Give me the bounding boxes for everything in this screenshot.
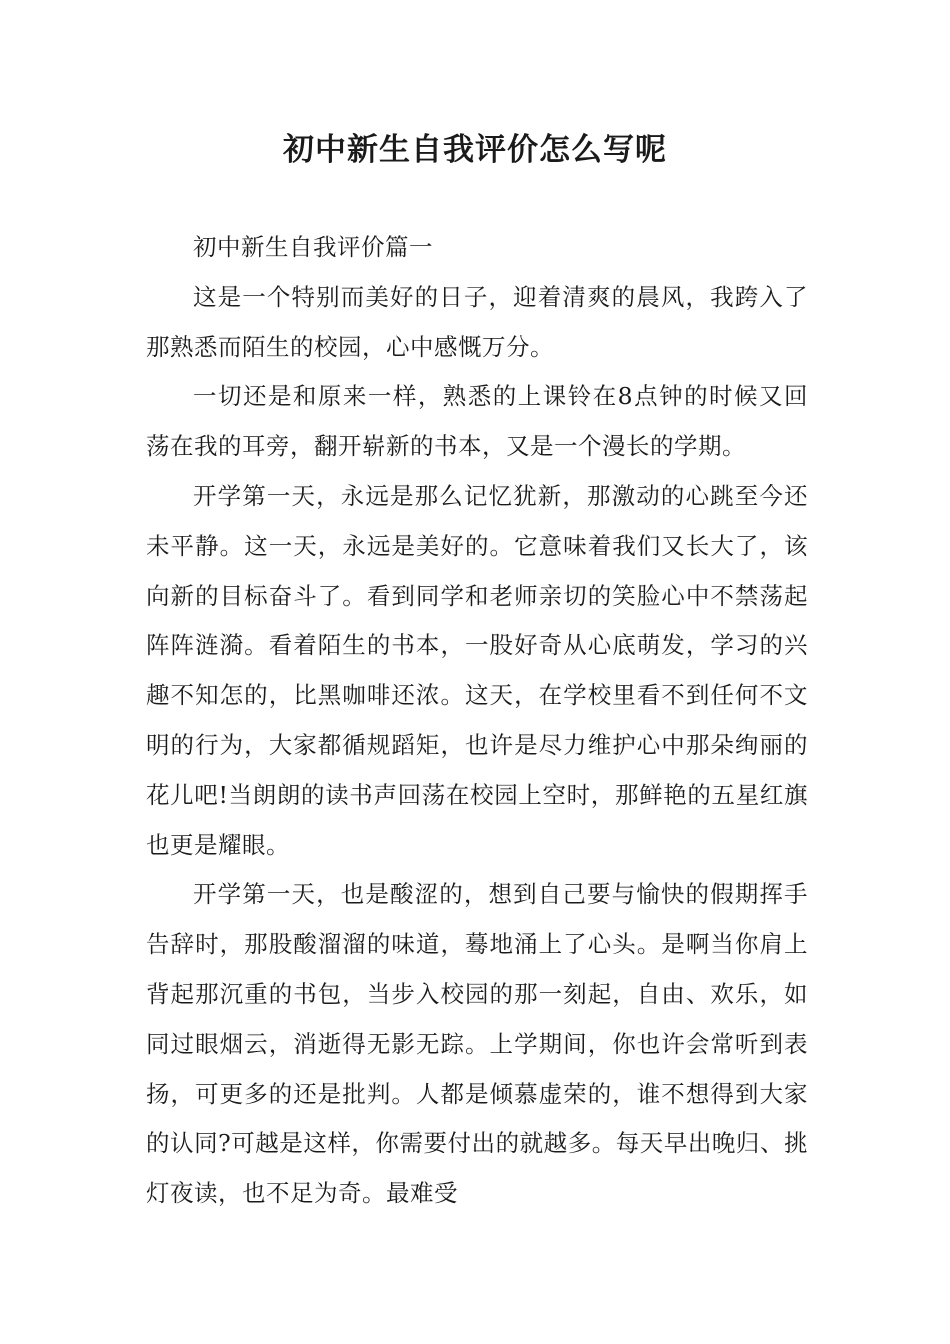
paragraph: 这是一个特别而美好的日子，迎着清爽的晨风，我跨入了那熟悉而陌生的校园，心中感慨万分。 <box>146 282 808 361</box>
paragraph: 一切还是和原来一样，熟悉的上课铃在8点钟的时候又回荡在我的耳旁，翻开崭新的书本，又是一个漫长的学期。 <box>146 382 808 461</box>
paragraph-section-heading: 初中新生自我评价篇一 <box>193 233 433 261</box>
paragraph: 开学第一天，也是酸涩的，想到自己要与愉快的假期挥手告辞时，那股酸溜溜的味道，蓦地涌上了心头。是啊当你肩上背起那沉重的书包，当步入校园的那一刻起，自由、欢乐，如同过眼烟云，消逝得无影无踪。上学期间，你也许会常听到表扬，可更多的还是批判。人都是倾慕虚荣的，谁不想得到大家的认同?可越是这样，你需要付出的就越多。每天早出晚归、挑灯夜读，也不足为奇。最难受 <box>146 880 808 1208</box>
paragraph: 开学第一天，永远是那么记忆犹新，那激动的心跳至今还未平静。这一天，永远是美好的。它意味着我们又长大了，该向新的目标奋斗了。看到同学和老师亲切的笑脸心中不禁荡起阵阵涟漪。看着陌生的书本，一股好奇从心底萌发，学习的兴趣不知怎的，比黑咖啡还浓。这天，在学校里看不到任何不文明的行为，大家都循规蹈矩，也许是尽力维护心中那朵绚丽的花儿吧!当朗朗的读书声回荡在校园上空时，那鲜艳的五星红旗也更是耀眼。 <box>146 481 808 859</box>
document-body <box>146 223 808 1219</box>
document-title: 初中新生自我评价怎么写呢 <box>283 132 667 168</box>
